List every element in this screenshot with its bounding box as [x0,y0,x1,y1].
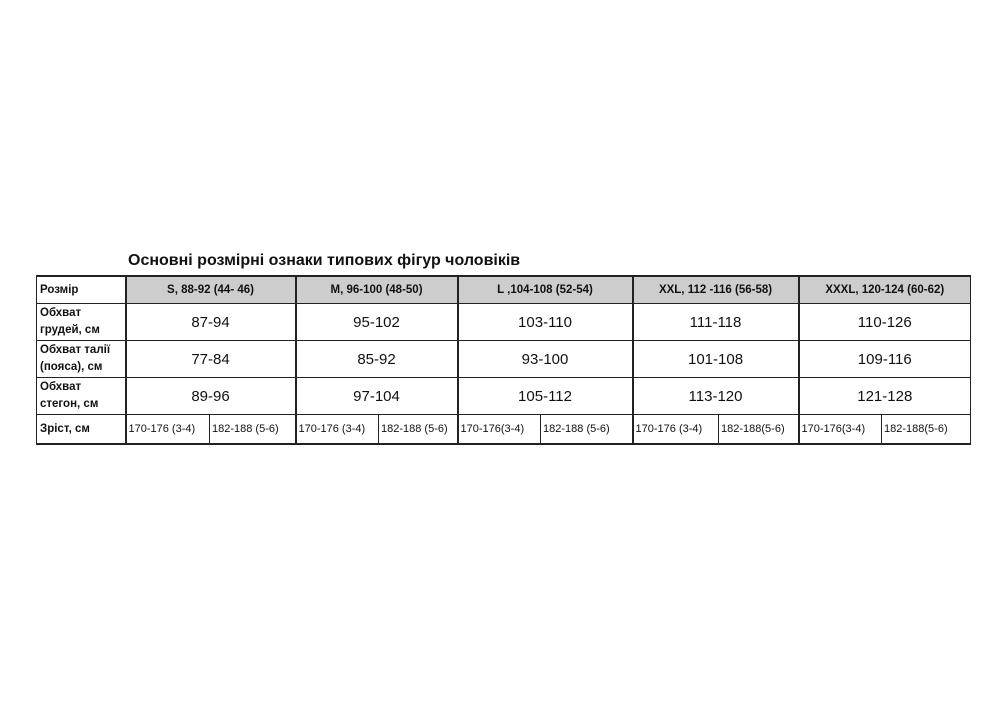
table-row [37,304,971,341]
size-header-s: S, 88-92 (44- 46) [126,276,296,304]
cell-height-s-low: 170-176 (3-4) [126,415,210,445]
cell-height-xxxl-low: 170-176(3-4) [799,415,882,445]
table-header-row [37,276,971,304]
cell-waist-s: 77-84 [126,341,296,378]
row-label-height: Зріст, см [37,415,126,445]
cell-waist-xxl: 101-108 [633,341,799,378]
size-header-xxl: XXL, 112 -116 (56-58) [633,276,799,304]
cell-hips-xxxl: 121-128 [799,378,971,415]
cell-height-xxl-high: 182-188(5-6) [719,415,799,445]
table-row [37,341,971,378]
cell-hips-m: 97-104 [296,378,458,415]
cell-height-l-high: 182-188 (5-6) [541,415,633,445]
cell-height-m-high: 182-188 (5-6) [379,415,458,445]
cell-chest-xxxl: 110-126 [799,304,971,341]
table-row [37,415,971,445]
cell-height-xxl-low: 170-176 (3-4) [633,415,719,445]
cell-height-xxxl-high: 182-188(5-6) [882,415,971,445]
size-label: Розмір [37,276,126,304]
cell-hips-l: 105-112 [458,378,633,415]
size-header-l: L ,104-108 (52-54) [458,276,633,304]
row-label-waist: Обхват талії (пояса), см [37,341,126,378]
cell-hips-s: 89-96 [126,378,296,415]
cell-hips-xxl: 113-120 [633,378,799,415]
size-header-m: M, 96-100 (48-50) [296,276,458,304]
cell-chest-xxl: 111-118 [633,304,799,341]
page-title: Основні розмірні ознаки типових фігур чоловіків [128,252,521,269]
cell-chest-m: 95-102 [296,304,458,341]
cell-height-m-low: 170-176 (3-4) [296,415,379,445]
size-chart-table [36,275,971,445]
table-row [37,378,971,415]
row-label-hips: Обхват стегон, см [37,378,126,415]
cell-chest-l: 103-110 [458,304,633,341]
size-header-xxxl: XXXL, 120-124 (60-62) [799,276,971,304]
cell-waist-m: 85-92 [296,341,458,378]
cell-waist-l: 93-100 [458,341,633,378]
cell-height-l-low: 170-176(3-4) [458,415,541,445]
row-label-chest: Обхват грудей, см [37,304,126,341]
cell-waist-xxxl: 109-116 [799,341,971,378]
cell-chest-s: 87-94 [126,304,296,341]
cell-height-s-high: 182-188 (5-6) [210,415,296,445]
